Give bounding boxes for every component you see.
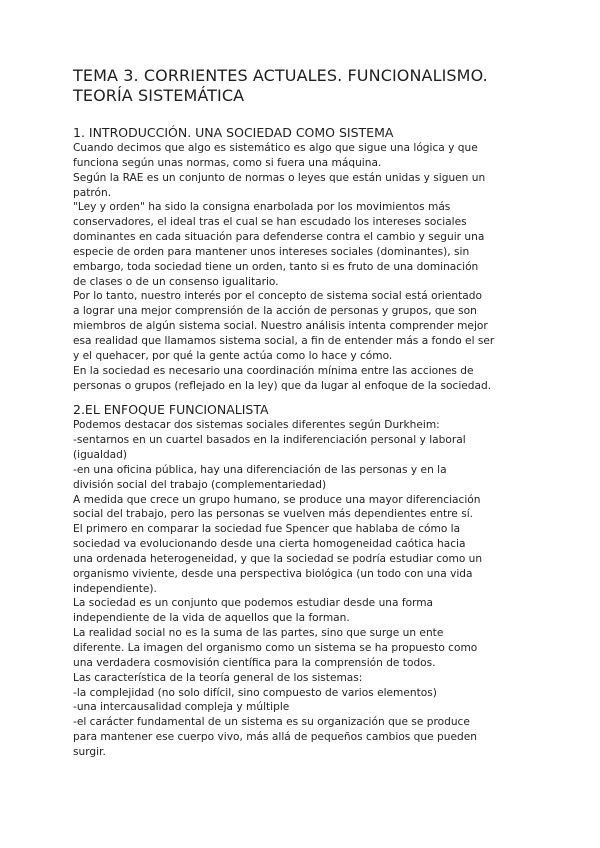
section-body	[73, 141, 528, 393]
text-line: A medida que crece un grupo humano, se produce una mayor diferenciación	[73, 493, 481, 506]
text-line: El primero en comparar la sociedad fue Spencer que hablaba de cómo la	[73, 523, 461, 536]
document-title	[73, 66, 528, 106]
text-line: independiente de la vida de aquellos que la forman.	[73, 612, 350, 625]
text-line: (igualdad)	[73, 449, 128, 462]
text-line: para mantener ese cuerpo vivo, más allá de pequeños cambios que pueden	[73, 731, 477, 744]
text-line: surgir.	[73, 745, 106, 758]
text-line: Podemos destacar dos sistemas sociales diferentes según Durkheim:	[73, 419, 440, 432]
text-line: "Ley y orden" ha sido la consigna enarbolada por los movimientos más	[73, 201, 451, 214]
text-line: organismo viviente, desde una perspectiva biológica (un todo con una vida	[73, 567, 473, 580]
text-line: La sociedad es un conjunto que podemos estudiar desde una forma	[73, 597, 434, 610]
text-line: Según la RAE es un conjunto de normas o leyes que están unidas y siguen un	[73, 171, 486, 184]
text-line: una ordenada heterogeneidad, y que la sociedad se podría estudiar como un	[73, 552, 483, 565]
text-line: Por lo tanto, nuestro interés por el concepto de sistema social está orientado	[73, 290, 482, 303]
text-line: En la sociedad es necesario una coordinación mínima entre las acciones de	[73, 364, 474, 377]
text-line: una verdadera cosmovisión científica para la comprensión de todos.	[73, 656, 436, 669]
text-line: personas o grupos (reflejado en la ley) que da lugar al enfoque de la sociedad.	[73, 379, 492, 392]
text-line: -sentarnos en un cuartel basados en la indiferenciación personal y laboral	[73, 434, 466, 447]
section-body	[73, 418, 528, 759]
section-heading: 1. INTRODUCCIÓN. UNA SOCIEDAD COMO SISTEMA	[73, 125, 394, 140]
text-line: conservadores, el ideal tras el cual se han escudado los intereses sociales	[73, 216, 467, 229]
section-enfoque-funcionalista	[73, 402, 528, 759]
text-line: diferente. La imagen del organismo como un sistema se ha propuesto como	[73, 642, 478, 654]
text-line: Cuando decimos que algo es sistemático es algo que sigue una lógica y que	[73, 142, 478, 154]
title-line: TEMA 3. CORRIENTES ACTUALES. FUNCIONALISMO.	[73, 66, 488, 85]
text-line: de clases o de un consenso igualitario.	[73, 275, 279, 288]
text-line: independiente).	[73, 582, 157, 595]
text-line: miembros de algún sistema social. Nuestro análisis intenta comprender mejor	[73, 320, 488, 333]
section-heading: 2.EL ENFOQUE FUNCIONALISTA	[73, 402, 269, 418]
text-line: a lograr una mejor comprensión de la acción de personas y grupos, que son	[73, 305, 477, 318]
text-line: división social del trabajo (complementariedad)	[73, 478, 327, 491]
section-spacer	[73, 393, 528, 402]
text-line: -el carácter fundamental de un sistema es su organización que se produce	[73, 716, 470, 729]
text-line: Las característica de la teoría general de los sistemas:	[73, 671, 363, 684]
text-line: patrón.	[73, 186, 112, 199]
title-line: TEORÍA SISTEMÁTICA	[73, 86, 245, 105]
text-line: funciona según unas normas, como si fuera una máquina.	[73, 156, 382, 169]
text-line: especie de orden para mantener unos intereses sociales (dominantes), sin	[73, 245, 470, 258]
text-line: -en una oficina pública, hay una diferenciación de las personas y en la	[73, 463, 447, 476]
text-line: dominantes en cada situación para defenderse contra el cambio y seguir una	[73, 231, 485, 244]
text-line: sociedad va evolucionando desde una cierta homogeneidad caótica hacia	[73, 538, 466, 551]
text-line: esa realidad que llamamos sistema social, a fin de entender más a fondo el ser	[73, 334, 495, 347]
text-line: social del trabajo, pero las personas se vuelven más dependientes entre sí.	[73, 508, 474, 521]
text-line: y el quehacer, por qué la gente actúa como lo hace y cómo.	[73, 349, 393, 362]
section-introduccion	[73, 125, 528, 393]
text-line: -la complejidad (no solo difícil, sino compuesto de varios elementos)	[73, 686, 437, 699]
text-line: -una intercausalidad compleja y múltiple	[73, 701, 290, 714]
text-line: La realidad social no es la suma de las partes, sino que surge un ente	[73, 627, 444, 640]
text-line: embargo, toda sociedad tiene un orden, tanto si es fruto de una dominación	[73, 260, 479, 273]
